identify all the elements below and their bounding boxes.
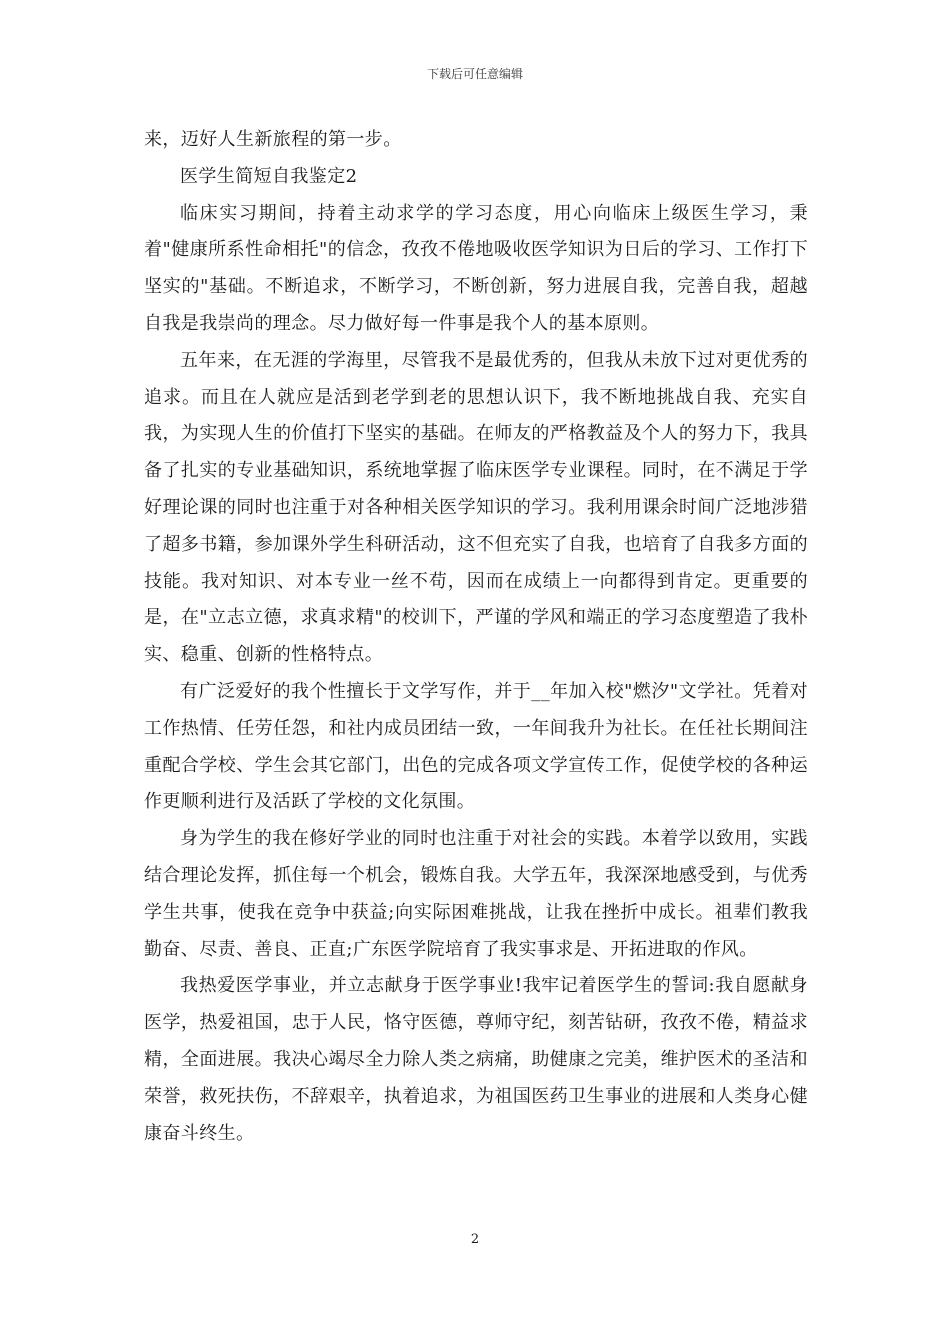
document-body [144, 122, 808, 1152]
continuation-line: 来，迈好人生新旅程的第一步。 [144, 129, 402, 150]
paragraph-medical-oath: 我热爱医学事业，并立志献身于医学事业!我牢记着医学生的誓词:我自愿献身医学，热爱祖国，忠于人民，恪守医德，尊师守纪，刻苦钻研，孜孜不倦，精益求精，全面进展。我决心竭尽全力除人类之病痛，助健康之完美，维护医术的圣洁和荣誉，救死扶伤，不辞艰辛，执着追求，为祖国医药卫生事业的进展和人类身心健康奋斗终生。 [144, 975, 808, 1144]
paragraph-internship: 临床实习期间，持着主动求学的学习态度，用心向临床上级医生学习，秉着"健康所系性命相托"的信念，孜孜不倦地吸收医学知识为日后的学习、工作打下坚实的"基础。不断追求，不断学习，不断创新，努力进展自我，完善自我，超越自我是我崇尚的理念。尽力做好每一件事是我个人的基本原则。 [144, 202, 808, 334]
paragraph-five-years: 五年来，在无涯的学海里，尽管我不是最优秀的，但我从未放下过对更优秀的追求。而且在人就应是活到老学到老的思想认识下，我不断地挑战自我、充实自我，为实现人生的价值打下坚实的基础。在师友的严格教益及个人的努力下，我具备了扎实的专业基础知识，系统地掌握了临床医学专业课程。同时，在不满足于学好理论课的同时也注重于对各种相关医学知识的学习。我利用课余时间广泛地涉猎了超多书籍，参加课外学生科研活动，这不但充实了自我，也培育了自我多方面的技能。我对知识、对本专业一丝不苟，因而在成绩上一向都得到肯定。更重要的是，在"立志立德，求真求精"的校训下，严谨的学风和端正的学习态度塑造了我朴实、稳重、创新的性格特点。 [144, 349, 808, 666]
paragraph-social-practice: 身为学生的我在修好学业的同时也注重于对社会的实践。本着学以致用，实践结合理论发挥，抓住每一个机会，锻炼自我。大学五年，我深深地感受到，与优秀学生共事，使我在竞争中获益;向实际困难挑战，让我在挫折中成长。祖辈们教我勤奋、尽责、善良、正直;广东医学院培育了我实事求是、开拓进取的作风。 [144, 828, 808, 960]
paragraph-literature-club: 有广泛爱好的我个性擅长于文学写作，并于__年加入校"燃汐"文学社。凭着对工作热情、任劳任怨，和社内成员团结一致，一年间我升为社长。在任社长期间注重配合学校、学生会其它部门，出色的完成各项文学宣传工作，促使学校的各种运作更顺利进行及活跃了学校的文化氛围。 [144, 680, 808, 813]
page-header: 下载后可任意编辑 [426, 67, 523, 81]
page-number: 2 [470, 1232, 480, 1247]
section-heading: 医学生简短自我鉴定2 [180, 165, 358, 187]
